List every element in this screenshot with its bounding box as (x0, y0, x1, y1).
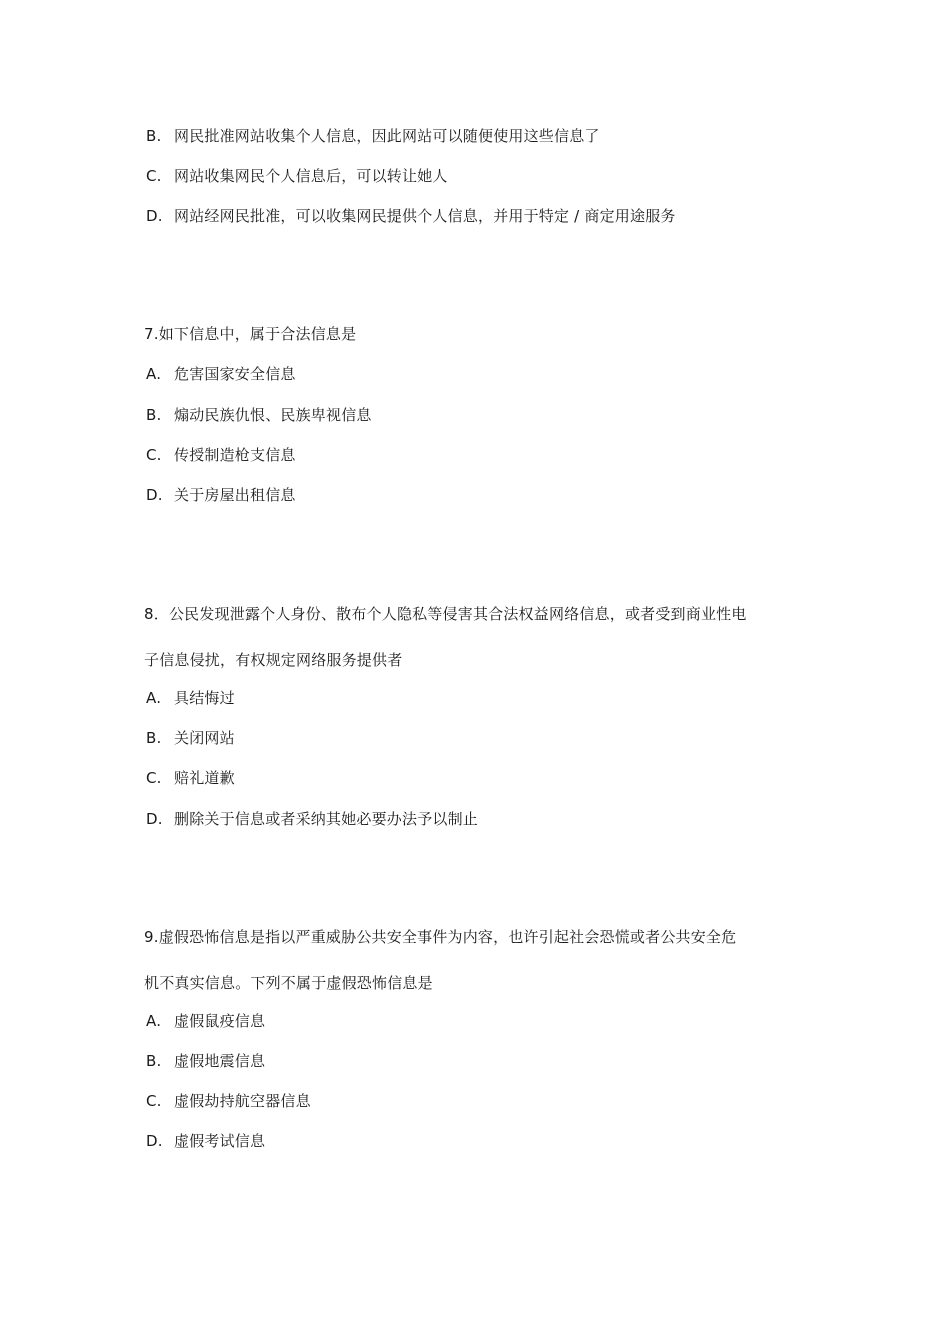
option-letter: B. (146, 406, 162, 424)
q9-option-b (146, 1051, 265, 1071)
option-letter: B. (146, 127, 162, 145)
option-text: 传授制造枪支信息 (174, 446, 296, 464)
option-letter: B. (146, 1052, 162, 1070)
option-text: 具结悔过 (174, 689, 235, 707)
q6-option-b (146, 126, 600, 146)
option-text: 危害国家安全信息 (174, 365, 296, 383)
q6-option-d (146, 206, 676, 226)
option-text: 网站收集网民个人信息后，可以转让她人 (174, 167, 448, 185)
option-letter: B. (146, 729, 162, 747)
q8-stem-line2: 子信息侵扰，有权规定网络服务提供者 (144, 651, 403, 669)
option-text: 虚假鼠疫信息 (174, 1012, 266, 1030)
option-text: 网站经网民批准，可以收集网民提供个人信息，并用于特定 / 商定用途服务 (174, 207, 676, 225)
q9-stem-line2: 机不真实信息。下列不属于虚假恐怖信息是 (144, 974, 433, 992)
option-text: 煽动民族仇恨、民族卑视信息 (174, 406, 372, 424)
q9-stem-line1: 9.虚假恐怖信息是指以严重威胁公共安全事件为内容，也许引起社会恐慌或者公共安全危 (144, 928, 737, 946)
q7-option-b (146, 405, 372, 425)
option-letter: D. (146, 810, 163, 828)
option-letter: C. (146, 167, 162, 185)
option-text: 虚假地震信息 (174, 1052, 266, 1070)
q7-option-c (146, 445, 296, 465)
q6-option-c (146, 166, 448, 186)
option-text: 虚假考试信息 (174, 1132, 266, 1150)
option-letter: C. (146, 769, 162, 787)
q8-option-c (146, 768, 235, 788)
option-text: 删除关于信息或者采纳其她必要办法予以制止 (174, 810, 479, 828)
option-text: 赔礼道歉 (174, 769, 235, 787)
option-letter: D. (146, 486, 163, 504)
option-text: 关闭网站 (174, 729, 235, 747)
q7-option-d (146, 485, 296, 505)
q8-option-a (146, 688, 235, 708)
option-letter: C. (146, 1092, 162, 1110)
q9-option-d (146, 1131, 265, 1151)
q7-option-a (146, 364, 296, 384)
option-letter: D. (146, 207, 163, 225)
q7-stem: 7.如下信息中，属于合法信息是 (144, 325, 357, 343)
option-letter: C. (146, 446, 162, 464)
option-letter: A. (146, 1012, 162, 1030)
option-text: 网民批准网站收集个人信息，因此网站可以随便使用这些信息了 (174, 127, 600, 145)
q9-option-c (146, 1091, 311, 1111)
option-letter: A. (146, 689, 162, 707)
q8-option-b (146, 728, 235, 748)
q9-option-a (146, 1011, 265, 1031)
q8-stem-line1: 8．公民发现泄露个人身份、散布个人隐私等侵害其合法权益网络信息，或者受到商业性电 (144, 605, 747, 623)
option-text: 虚假劫持航空器信息 (174, 1092, 311, 1110)
option-letter: D. (146, 1132, 163, 1150)
option-text: 关于房屋出租信息 (174, 486, 296, 504)
q8-option-d (146, 809, 478, 829)
option-letter: A. (146, 365, 162, 383)
